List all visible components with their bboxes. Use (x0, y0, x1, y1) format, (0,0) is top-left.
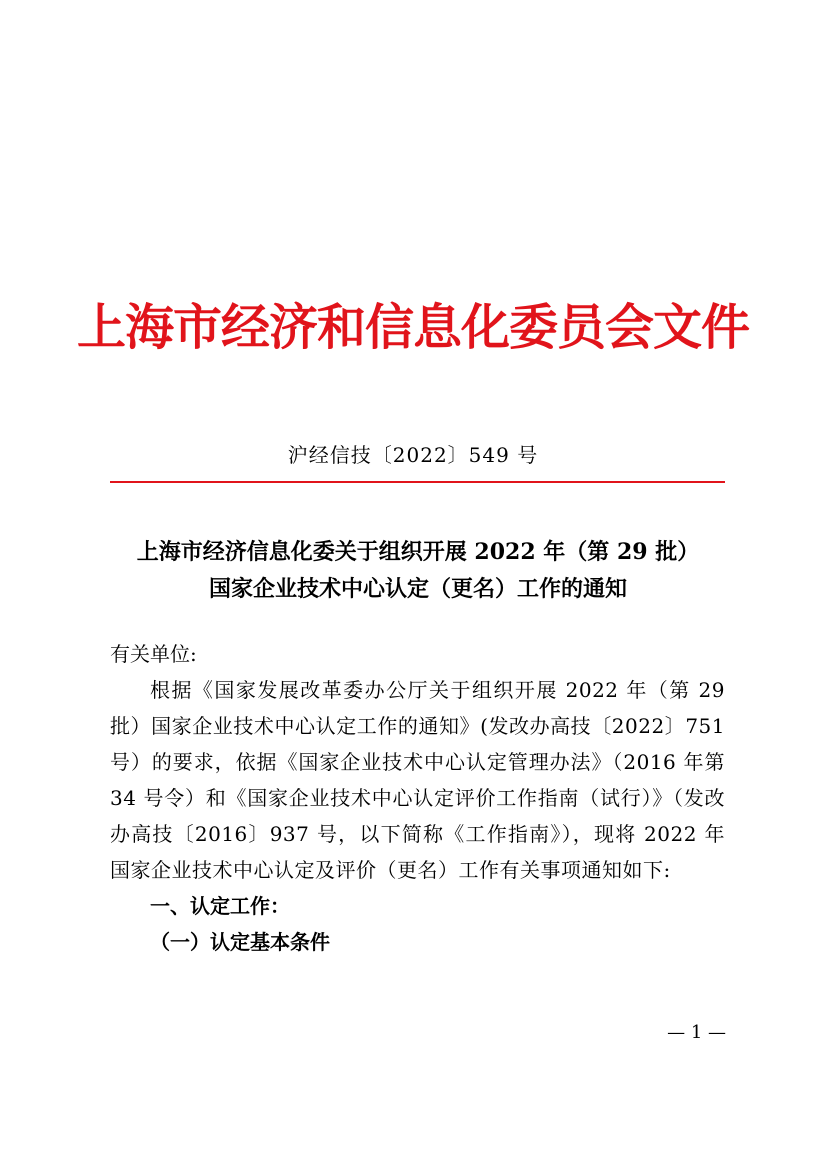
section-heading: 一、认定工作： (150, 894, 290, 918)
salutation: 有关单位: (110, 642, 197, 666)
document-body (110, 636, 725, 960)
document-title-line-1: 上海市经济信息化委关于组织开展 2022 年（第 29 批） (136, 539, 700, 565)
issuing-organization-header: 上海市经济和信息化委员会文件 (76, 298, 749, 356)
body-paragraph: 根据《国家发展改革委办公厅关于组织开展 2022 年（第 29 批）国家企业技术中心认定工作的通知》(发改办高技〔2022〕751 号）的要求，依据《国家企业技术中心认定管理办法》（2016 年第 34 号令）和《国家企业技术中心认定评价工作指南（试行）》（发改办高技〔2016〕937 号，以下简称《工作指南》），现将 2022 年国家企业技术中心认定及评价（更名）工作有关事项通知如下: (110, 678, 725, 882)
document-title (100, 534, 736, 608)
document-title-line-2: 国家企业技术中心认定（更名）工作的通知 (208, 576, 627, 602)
document-number: 沪经信技〔2022〕549 号 (287, 443, 539, 467)
page-number: — 1 — (667, 1022, 726, 1043)
red-divider-line (110, 481, 725, 483)
subsection-heading: （一）认定基本条件 (150, 930, 330, 954)
